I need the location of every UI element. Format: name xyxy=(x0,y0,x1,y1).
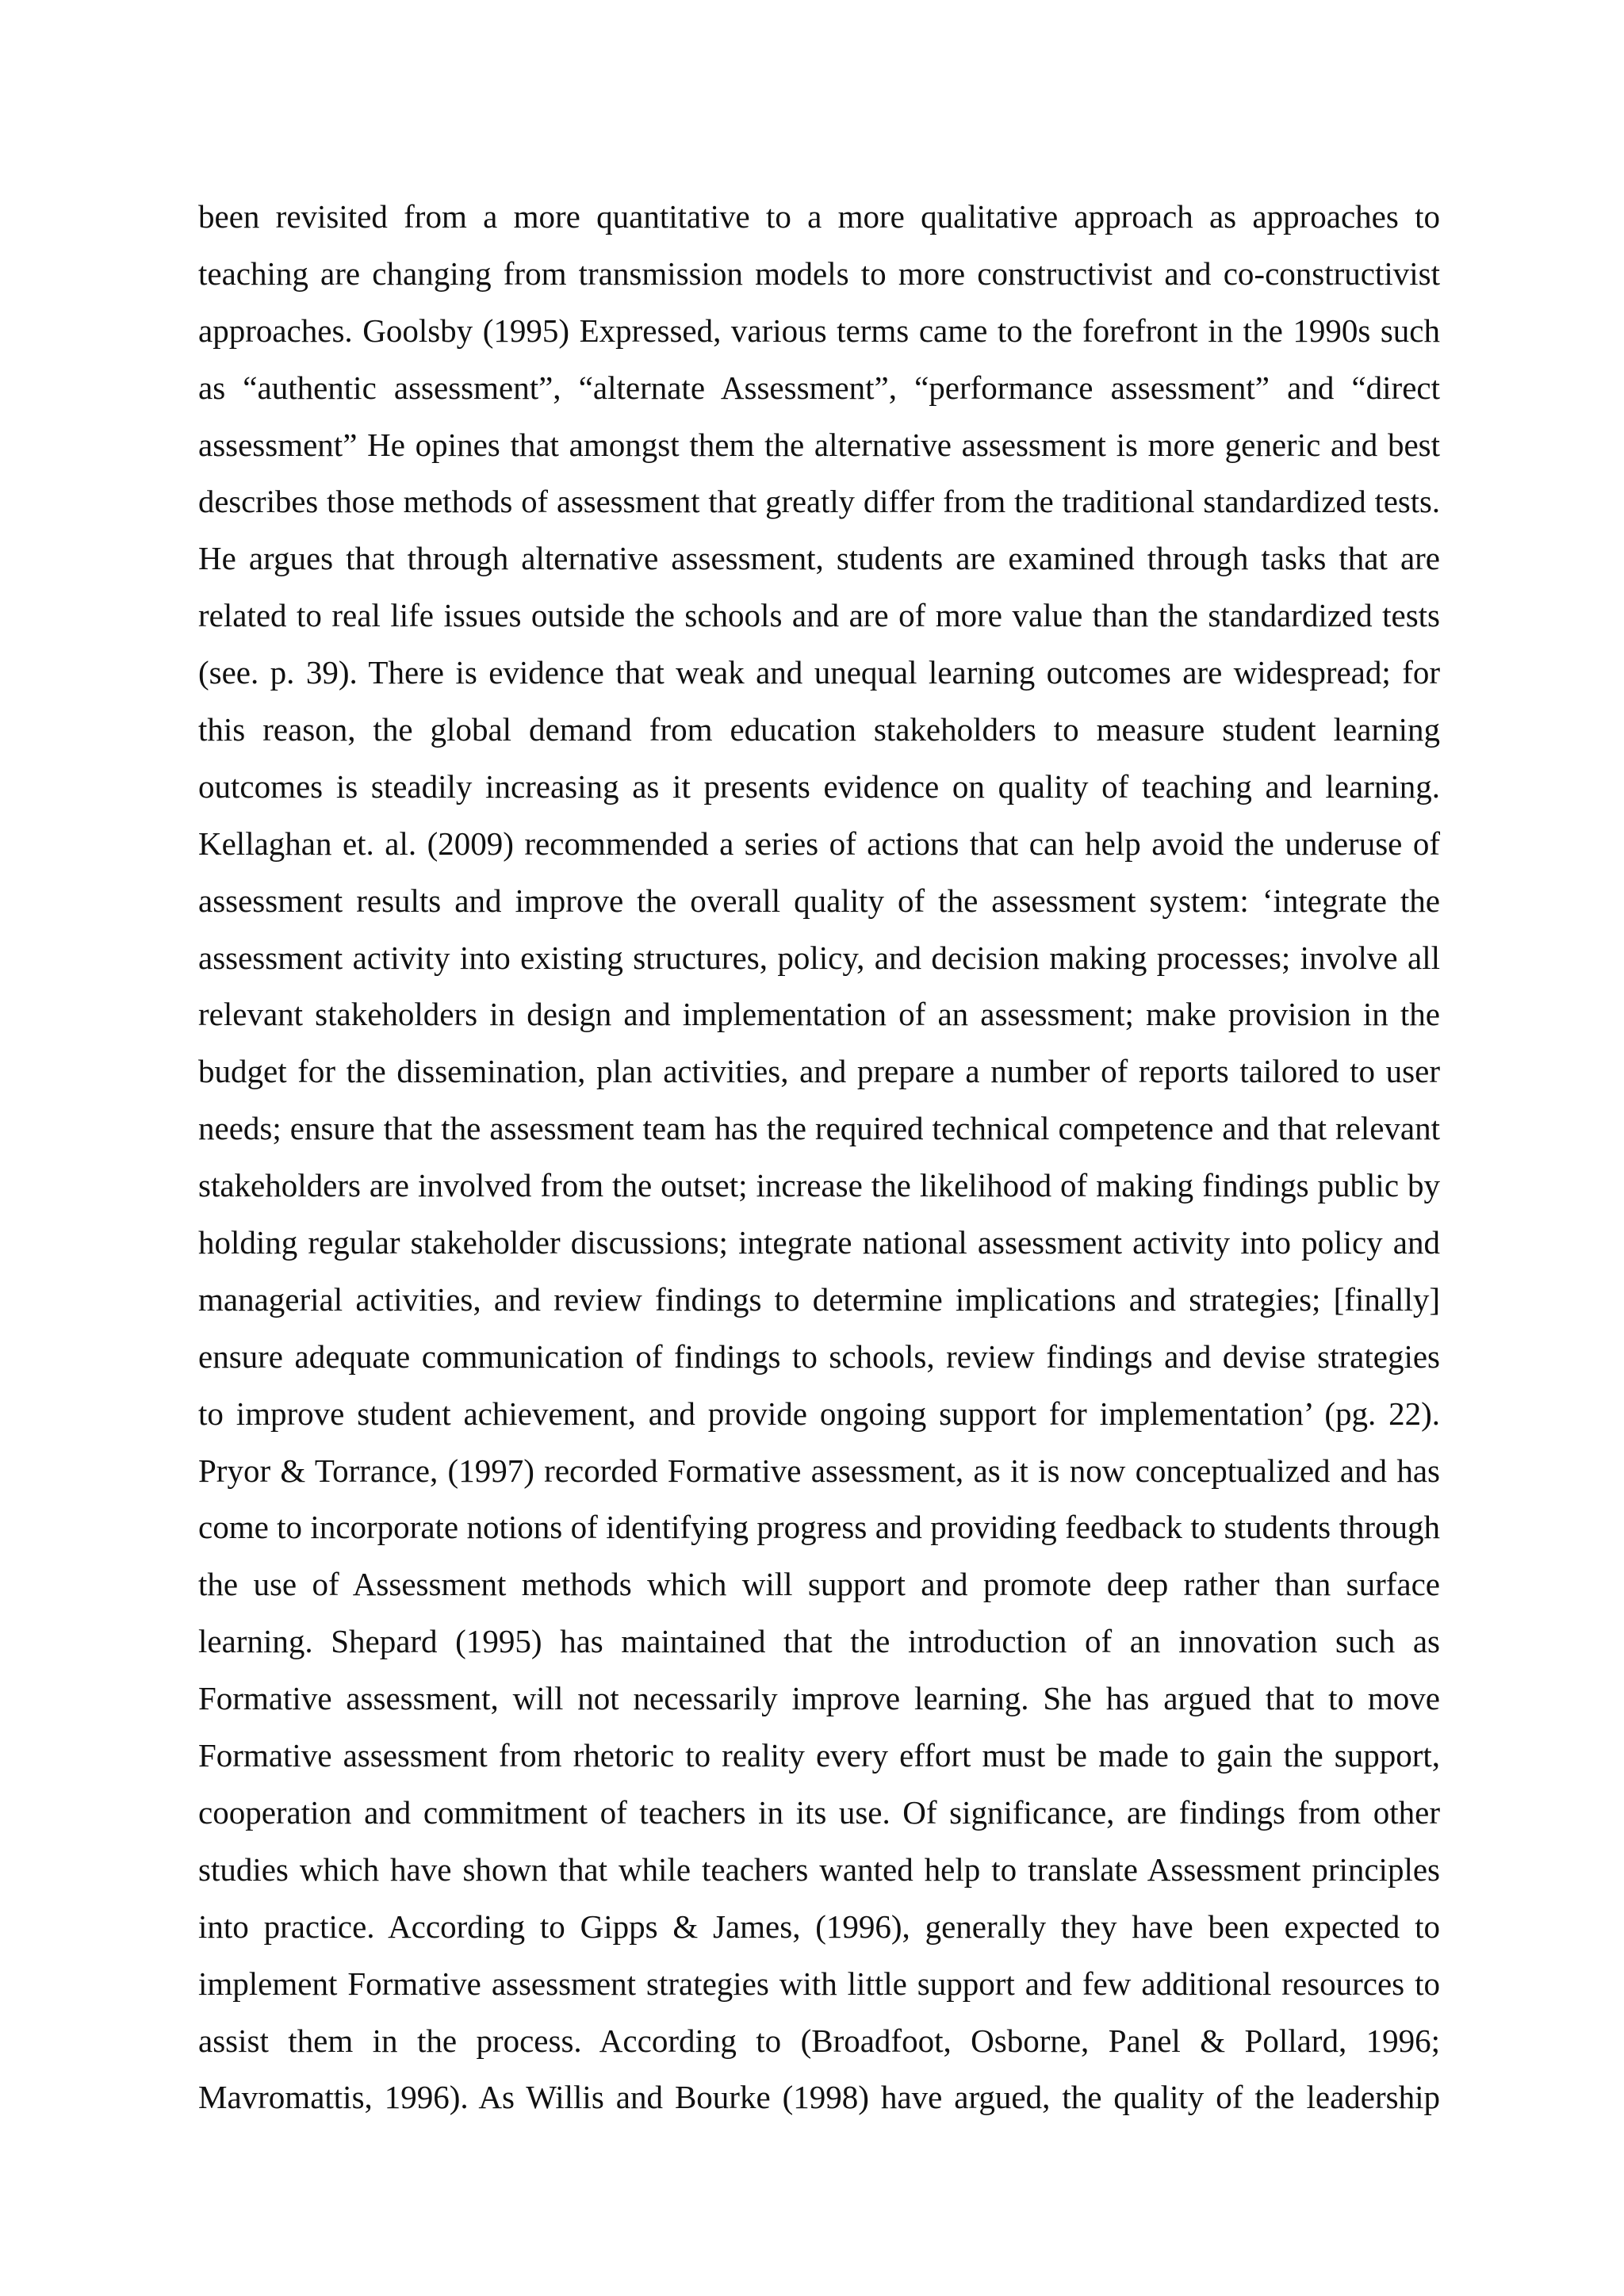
text-line: managerial activities, and review findings to determine implications and strategies; [finally] xyxy=(198,1280,1440,1318)
text-line: come to incorporate notions of identifying progress and providing feedback to students through xyxy=(198,1509,1440,1546)
text-line: approaches. Goolsby (1995) Expressed, various terms came to the forefront in the 1990s such xyxy=(198,312,1440,349)
text-line: cooperation and commitment of teachers in its use. Of significance, are findings from other xyxy=(198,1793,1440,1831)
text-line: assist them in the process. According to (Broadfoot, Osborne, Panel & Pollard, 1996; xyxy=(198,2022,1440,2059)
text-line: assessment results and improve the overall quality of the assessment system: ‘integrate the xyxy=(198,882,1440,919)
text-line: relevant stakeholders in design and implementation of an assessment; make provision in the xyxy=(198,996,1440,1033)
text-line: ensure adequate communication of findings to schools, review findings and devise strategies xyxy=(198,1337,1440,1375)
text-line: implement Formative assessment strategies with little support and few additional resources to xyxy=(198,1965,1440,2002)
text-line: the use of Assessment methods which will support and promote deep rather than surface xyxy=(198,1566,1440,1603)
text-line: (see. p. 39). There is evidence that weak and unequal learning outcomes are widespread; for xyxy=(198,654,1440,691)
text-line: assessment activity into existing structures, policy, and decision making processes; involve all xyxy=(198,939,1440,976)
text-line: stakeholders are involved from the outset; increase the likelihood of making findings public by xyxy=(198,1167,1440,1204)
text-line: outcomes is steadily increasing as it presents evidence on quality of teaching and learning. xyxy=(198,767,1440,805)
text-line: Formative assessment from rhetoric to reality every effort must be made to gain the support, xyxy=(198,1737,1440,1774)
text-line: Pryor & Torrance, (1997) recorded Formative assessment, as it is now conceptualized and has xyxy=(198,1452,1440,1489)
text-line: holding regular stakeholder discussions; integrate national assessment activity into policy and xyxy=(198,1224,1440,1261)
text-line: needs; ensure that the assessment team has the required technical competence and that relevant xyxy=(198,1110,1440,1147)
text-line: studies which have shown that while teachers wanted help to translate Assessment principles xyxy=(198,1850,1440,1888)
text-line: teaching are changing from transmission models to more constructivist and co-constructivist xyxy=(198,254,1440,292)
text-line: describes those methods of assessment that greatly differ from the traditional standardized tests. xyxy=(198,484,1440,520)
text-line: this reason, the global demand from education stakeholders to measure student learning xyxy=(198,711,1440,748)
text-line: He argues that through alternative assessment, students are examined through tasks that are xyxy=(198,540,1440,577)
text-line: Formative assessment, will not necessarily improve learning. She has argued that to move xyxy=(198,1680,1440,1717)
text-line: related to real life issues outside the schools and are of more value than the standardized tests xyxy=(198,597,1440,634)
text-line: assessment” He opines that amongst them the alternative assessment is more generic and best xyxy=(198,426,1440,463)
text-line: into practice. According to Gipps & James, (1996), generally they have been expected to xyxy=(198,1908,1440,1945)
text-line: budget for the dissemination, plan activities, and prepare a number of reports tailored to user xyxy=(198,1053,1440,1090)
text-line: been revisited from a more quantitative to a more qualitative approach as approaches to xyxy=(198,198,1440,235)
text-line: Kellaghan et. al. (2009) recommended a series of actions that can help avoid the underuse of xyxy=(198,825,1440,862)
text-line: learning. Shepard (1995) has maintained that the introduction of an innovation such as xyxy=(198,1623,1440,1660)
body-paragraph xyxy=(198,189,1440,2126)
text-line: Mavromattis, 1996). As Willis and Bourke (1998) have argued, the quality of the leadership xyxy=(198,2079,1440,2116)
text-line: to improve student achievement, and provide ongoing support for implementation’ (pg. 22). xyxy=(198,1395,1440,1432)
text-line: as “authentic assessment”, “alternate Assessment”, “performance assessment” and “direct xyxy=(198,369,1440,406)
